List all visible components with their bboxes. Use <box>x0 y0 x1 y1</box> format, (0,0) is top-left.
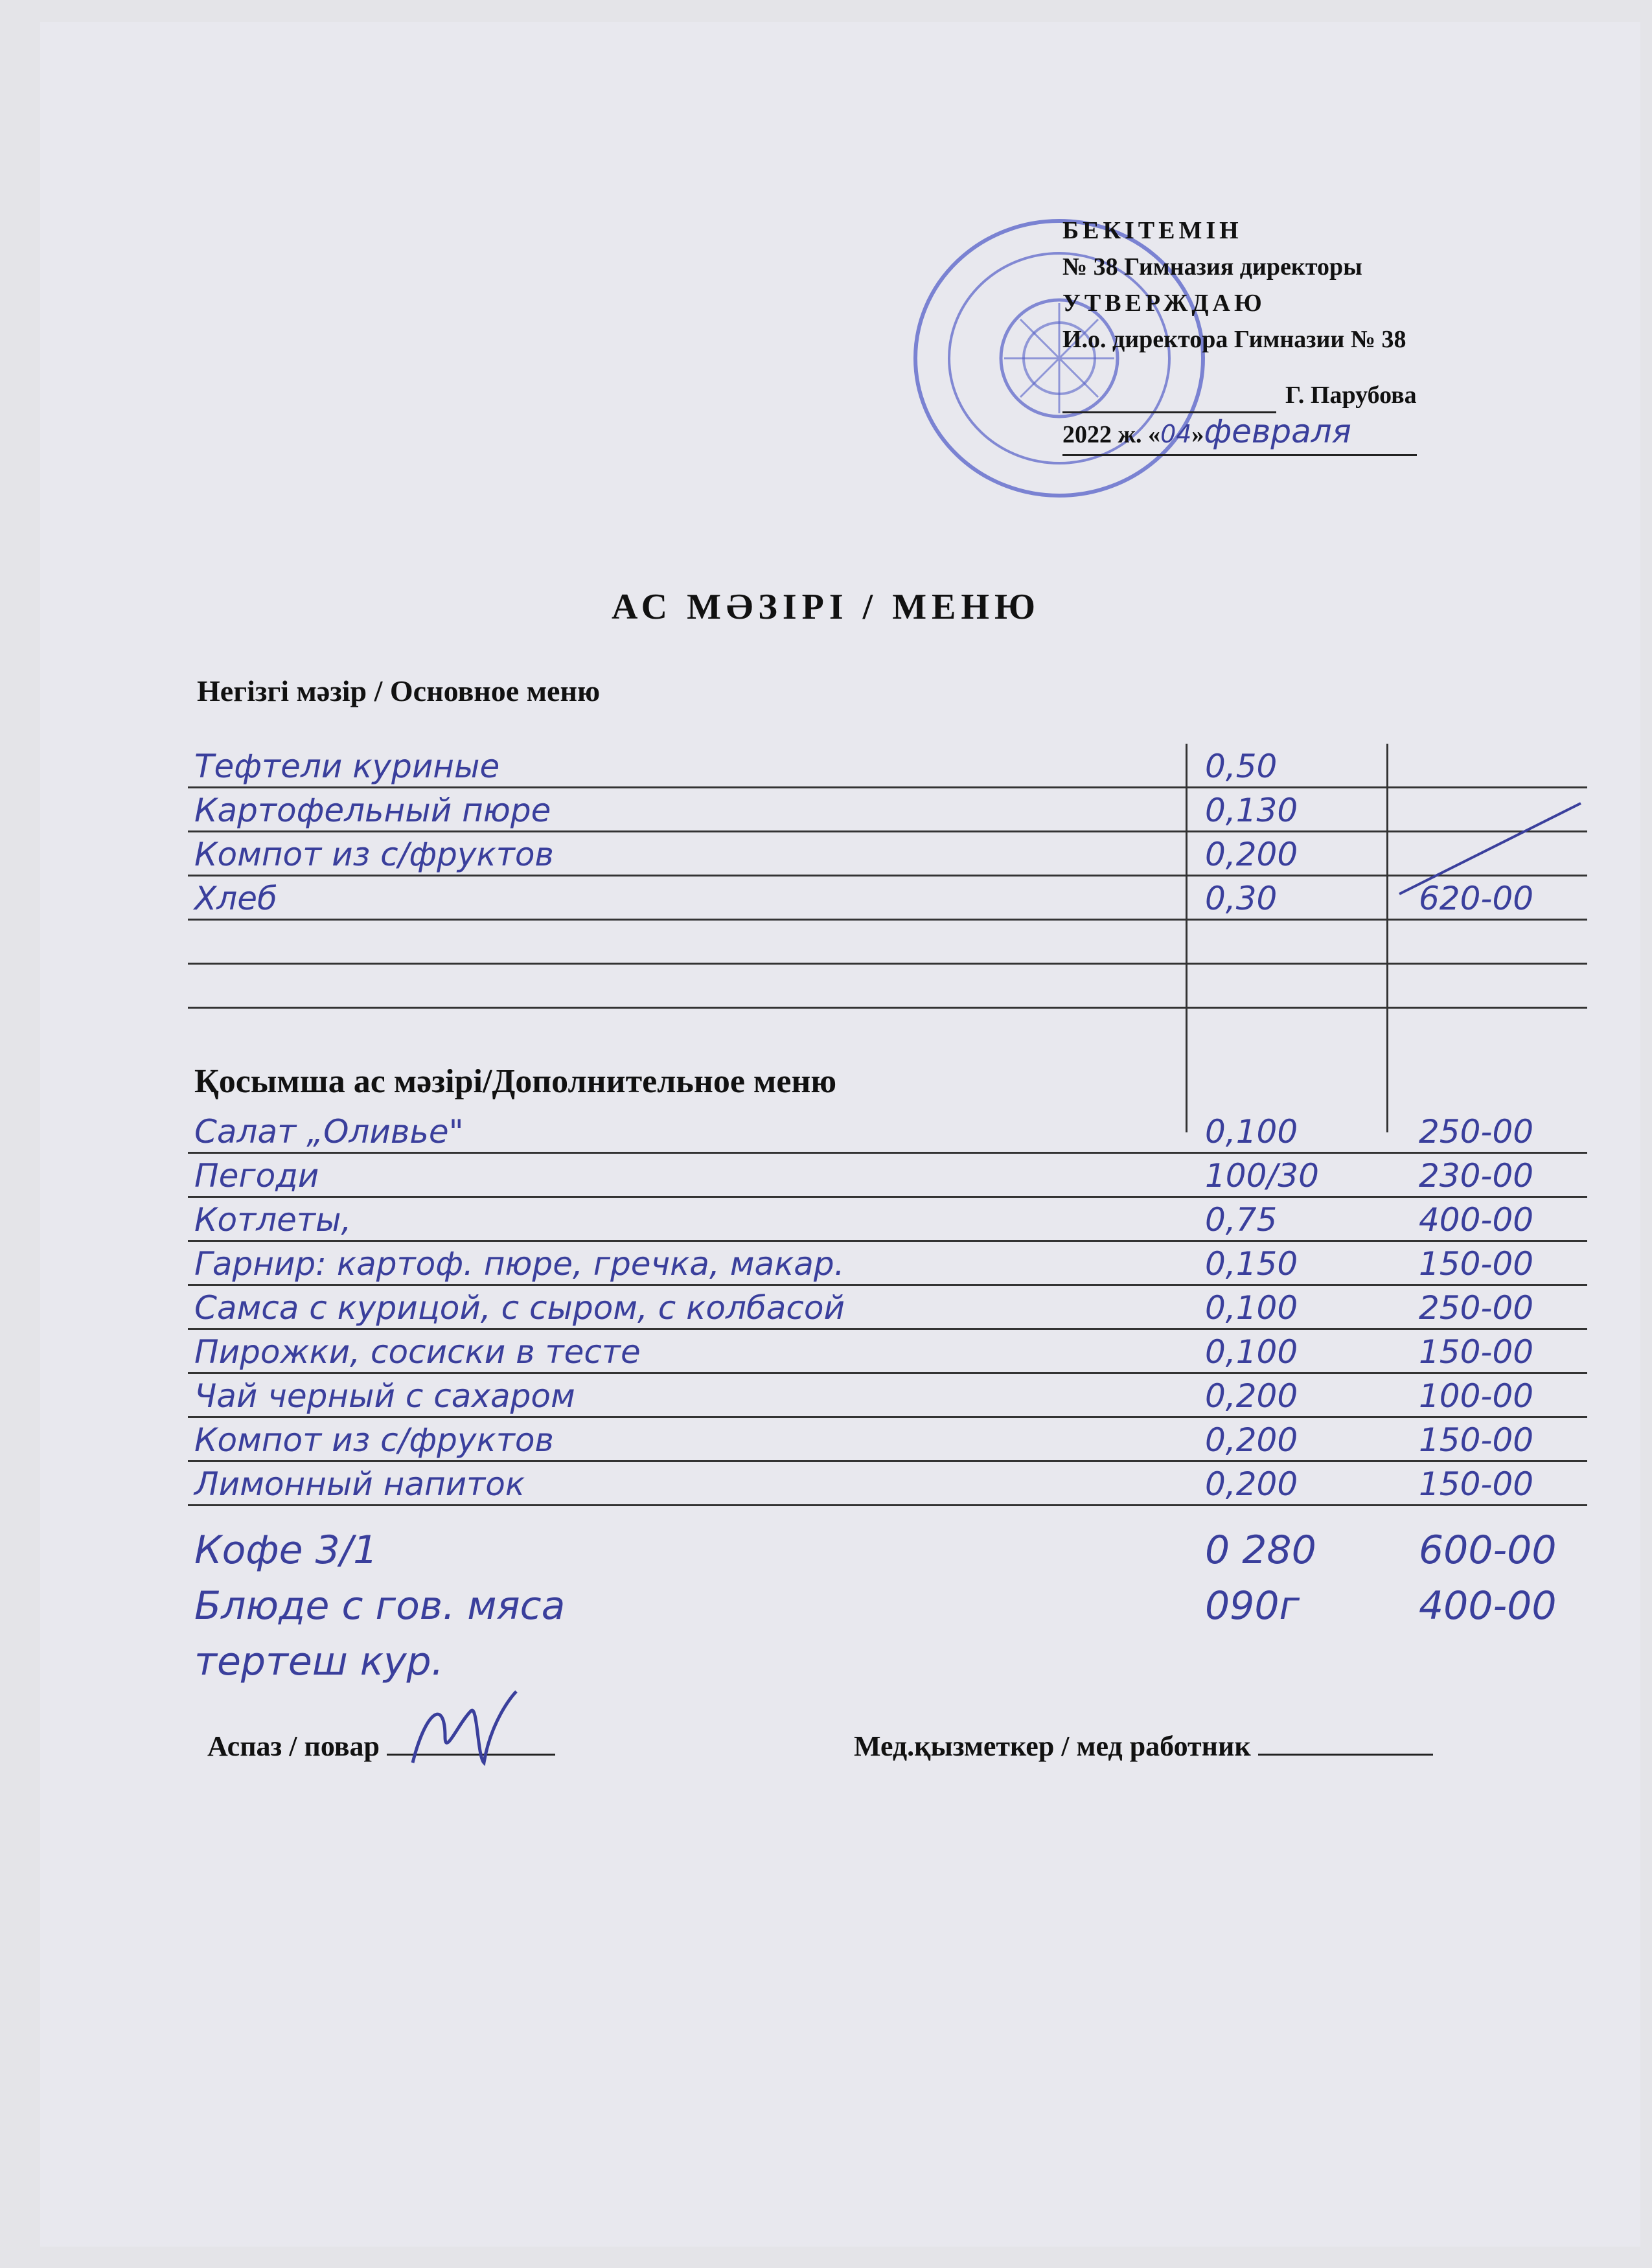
table-row: Хлеб 0,30 620-00 <box>188 876 1587 921</box>
approval-signer: Г. Парубова <box>1285 382 1417 409</box>
table-row: Салат „Оливье" 0,100 250-00 <box>188 1109 1587 1154</box>
cook-signature-line <box>387 1730 555 1756</box>
table-row: Компот из с/фруктов 0,200 <box>188 832 1587 876</box>
table-row: Котлеты, 0,75 400-00 <box>188 1197 1587 1242</box>
table-row <box>188 920 1587 965</box>
approval-ru-director: И.о. директора Гимназии № 38 <box>1062 326 1406 353</box>
table-row: Лимонный напиток 0,200 150-00 <box>188 1461 1587 1506</box>
approval-date: 2022 ж. «04»февраля <box>1062 413 1417 456</box>
cook-signature-mark <box>400 1685 529 1776</box>
date-month: февраля <box>1204 413 1351 450</box>
table-row: Самса с курицой, с сыром, с колбасой 0,100 250-00 <box>188 1285 1587 1330</box>
table-row: Пегоди 100/30 230-00 <box>188 1153 1587 1198</box>
page-title: АС МӘЗІРІ / МЕНЮ <box>611 587 1041 627</box>
list-item: Блюде с гов. мяса 090г 400-00 <box>194 1583 1557 1629</box>
cook-label: Аспаз / повар <box>207 1730 380 1762</box>
approval-kz-director: № 38 Гимназия директоры <box>1062 253 1362 281</box>
table-row: Пирожки, сосиски в тесте 0,100 150-00 <box>188 1329 1587 1374</box>
med-label: Мед.қызметкер / мед работник <box>854 1730 1251 1762</box>
table-row: Картофельный пюре 0,130 <box>188 788 1587 832</box>
table-row: Тефтели куриные 0,50 <box>188 744 1587 788</box>
table-row: Компот из с/фруктов 0,200 150-00 <box>188 1417 1587 1462</box>
total-bracket-stroke <box>1393 797 1587 900</box>
list-item: тертеш кур. <box>194 1639 444 1684</box>
med-signature-line <box>1258 1730 1433 1756</box>
cook-signature <box>207 1730 555 1763</box>
approval-block <box>1062 212 1417 456</box>
list-item: Кофе 3/1 0 280 600-00 <box>194 1528 1557 1573</box>
main-menu-heading: Негізгі мәзір / Основное меню <box>197 674 601 707</box>
table-row: Гарнир: картоф. пюре, гречка, макар. 0,150 150-00 <box>188 1241 1587 1286</box>
approval-ru-title: УТВЕРЖДАЮ <box>1062 290 1266 317</box>
extra-menu-heading: Қосымша ас мәзірі/Дополнительное меню <box>194 1063 837 1100</box>
director-signature-line <box>1062 385 1276 413</box>
approval-kz-title: БЕКІТЕМІН <box>1062 217 1243 244</box>
date-day: 04 <box>1160 420 1192 448</box>
table-row <box>188 964 1587 1009</box>
table-row: Чай черный с сахаром 0,200 100-00 <box>188 1373 1587 1418</box>
med-signature <box>854 1730 1433 1763</box>
